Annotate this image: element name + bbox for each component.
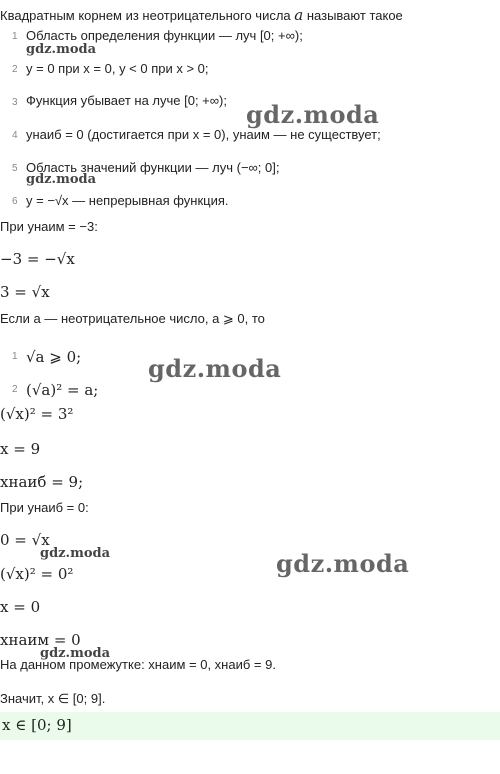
list1-item-5: Область значений функции — луч (−∞; 0]; (26, 160, 280, 175)
intro-end: называют такое (306, 8, 403, 23)
watermark: gdz.moda (40, 546, 111, 561)
intro-line (0, 6, 403, 24)
watermark: gdz.moda (40, 646, 111, 661)
list1-num-5: 5 (12, 163, 18, 174)
list2-item-2: (√a)² = a; (26, 381, 99, 399)
list1-num-2: 2 (12, 64, 18, 75)
intro-var: a (294, 6, 304, 24)
equation-5: xнаиб = 9; (0, 473, 84, 491)
watermark: gdz.moda (276, 549, 410, 578)
equation-7: (√x)² = 0² (0, 565, 74, 583)
answer-text: x ∈ [0; 9] (2, 716, 72, 734)
conclusion-line: Значит, x ∈ [0; 9]. (0, 691, 106, 706)
interval-line: На данном промежутке: xнаим = 0, xнаиб = 9. (0, 657, 276, 672)
list1-num-3: 3 (12, 97, 18, 108)
watermark: gdz.moda (26, 172, 97, 187)
equation-9: xнаим = 0 (0, 631, 81, 649)
answer-box (0, 712, 500, 740)
equation-1: −3 = −√x (0, 250, 75, 268)
watermark: gdz.moda (246, 100, 380, 129)
list1-item-6: y = −√x — непрерывная функция. (26, 193, 229, 208)
list1-item-2: y = 0 при x = 0, y < 0 при x > 0; (26, 61, 209, 76)
list1-item-4: yнаиб = 0 (достигается при x = 0), yнаим — не существует; (26, 127, 381, 142)
when-min-label: При yнаим = −3: (0, 219, 98, 234)
equation-8: x = 0 (0, 598, 41, 616)
if-line: Если a — неотрицательное число, a ⩾ 0, то (0, 311, 265, 326)
list1-num-4: 4 (12, 130, 18, 141)
intro-text: Квадратным корнем из неотрицательного числа (0, 8, 291, 23)
equation-6: 0 = √x (0, 531, 50, 549)
watermark: gdz.moda (148, 354, 282, 383)
list1-num-1: 1 (12, 31, 18, 42)
equation-2: 3 = √x (0, 283, 50, 301)
list2-num-2: 2 (12, 384, 18, 395)
list2-num-1: 1 (12, 351, 18, 362)
list1-item-1: Область определения функции — луч [0; +∞); (26, 28, 303, 43)
equation-3: (√x)² = 3² (0, 405, 74, 423)
list1-item-3: Функция убывает на луче [0; +∞); (26, 93, 227, 108)
list2-item-1: √a ⩾ 0; (26, 348, 82, 366)
watermark: gdz.moda (26, 42, 97, 57)
list1-num-6: 6 (12, 196, 18, 207)
equation-4: x = 9 (0, 440, 41, 458)
when-max-label: При yнаиб = 0: (0, 500, 89, 515)
